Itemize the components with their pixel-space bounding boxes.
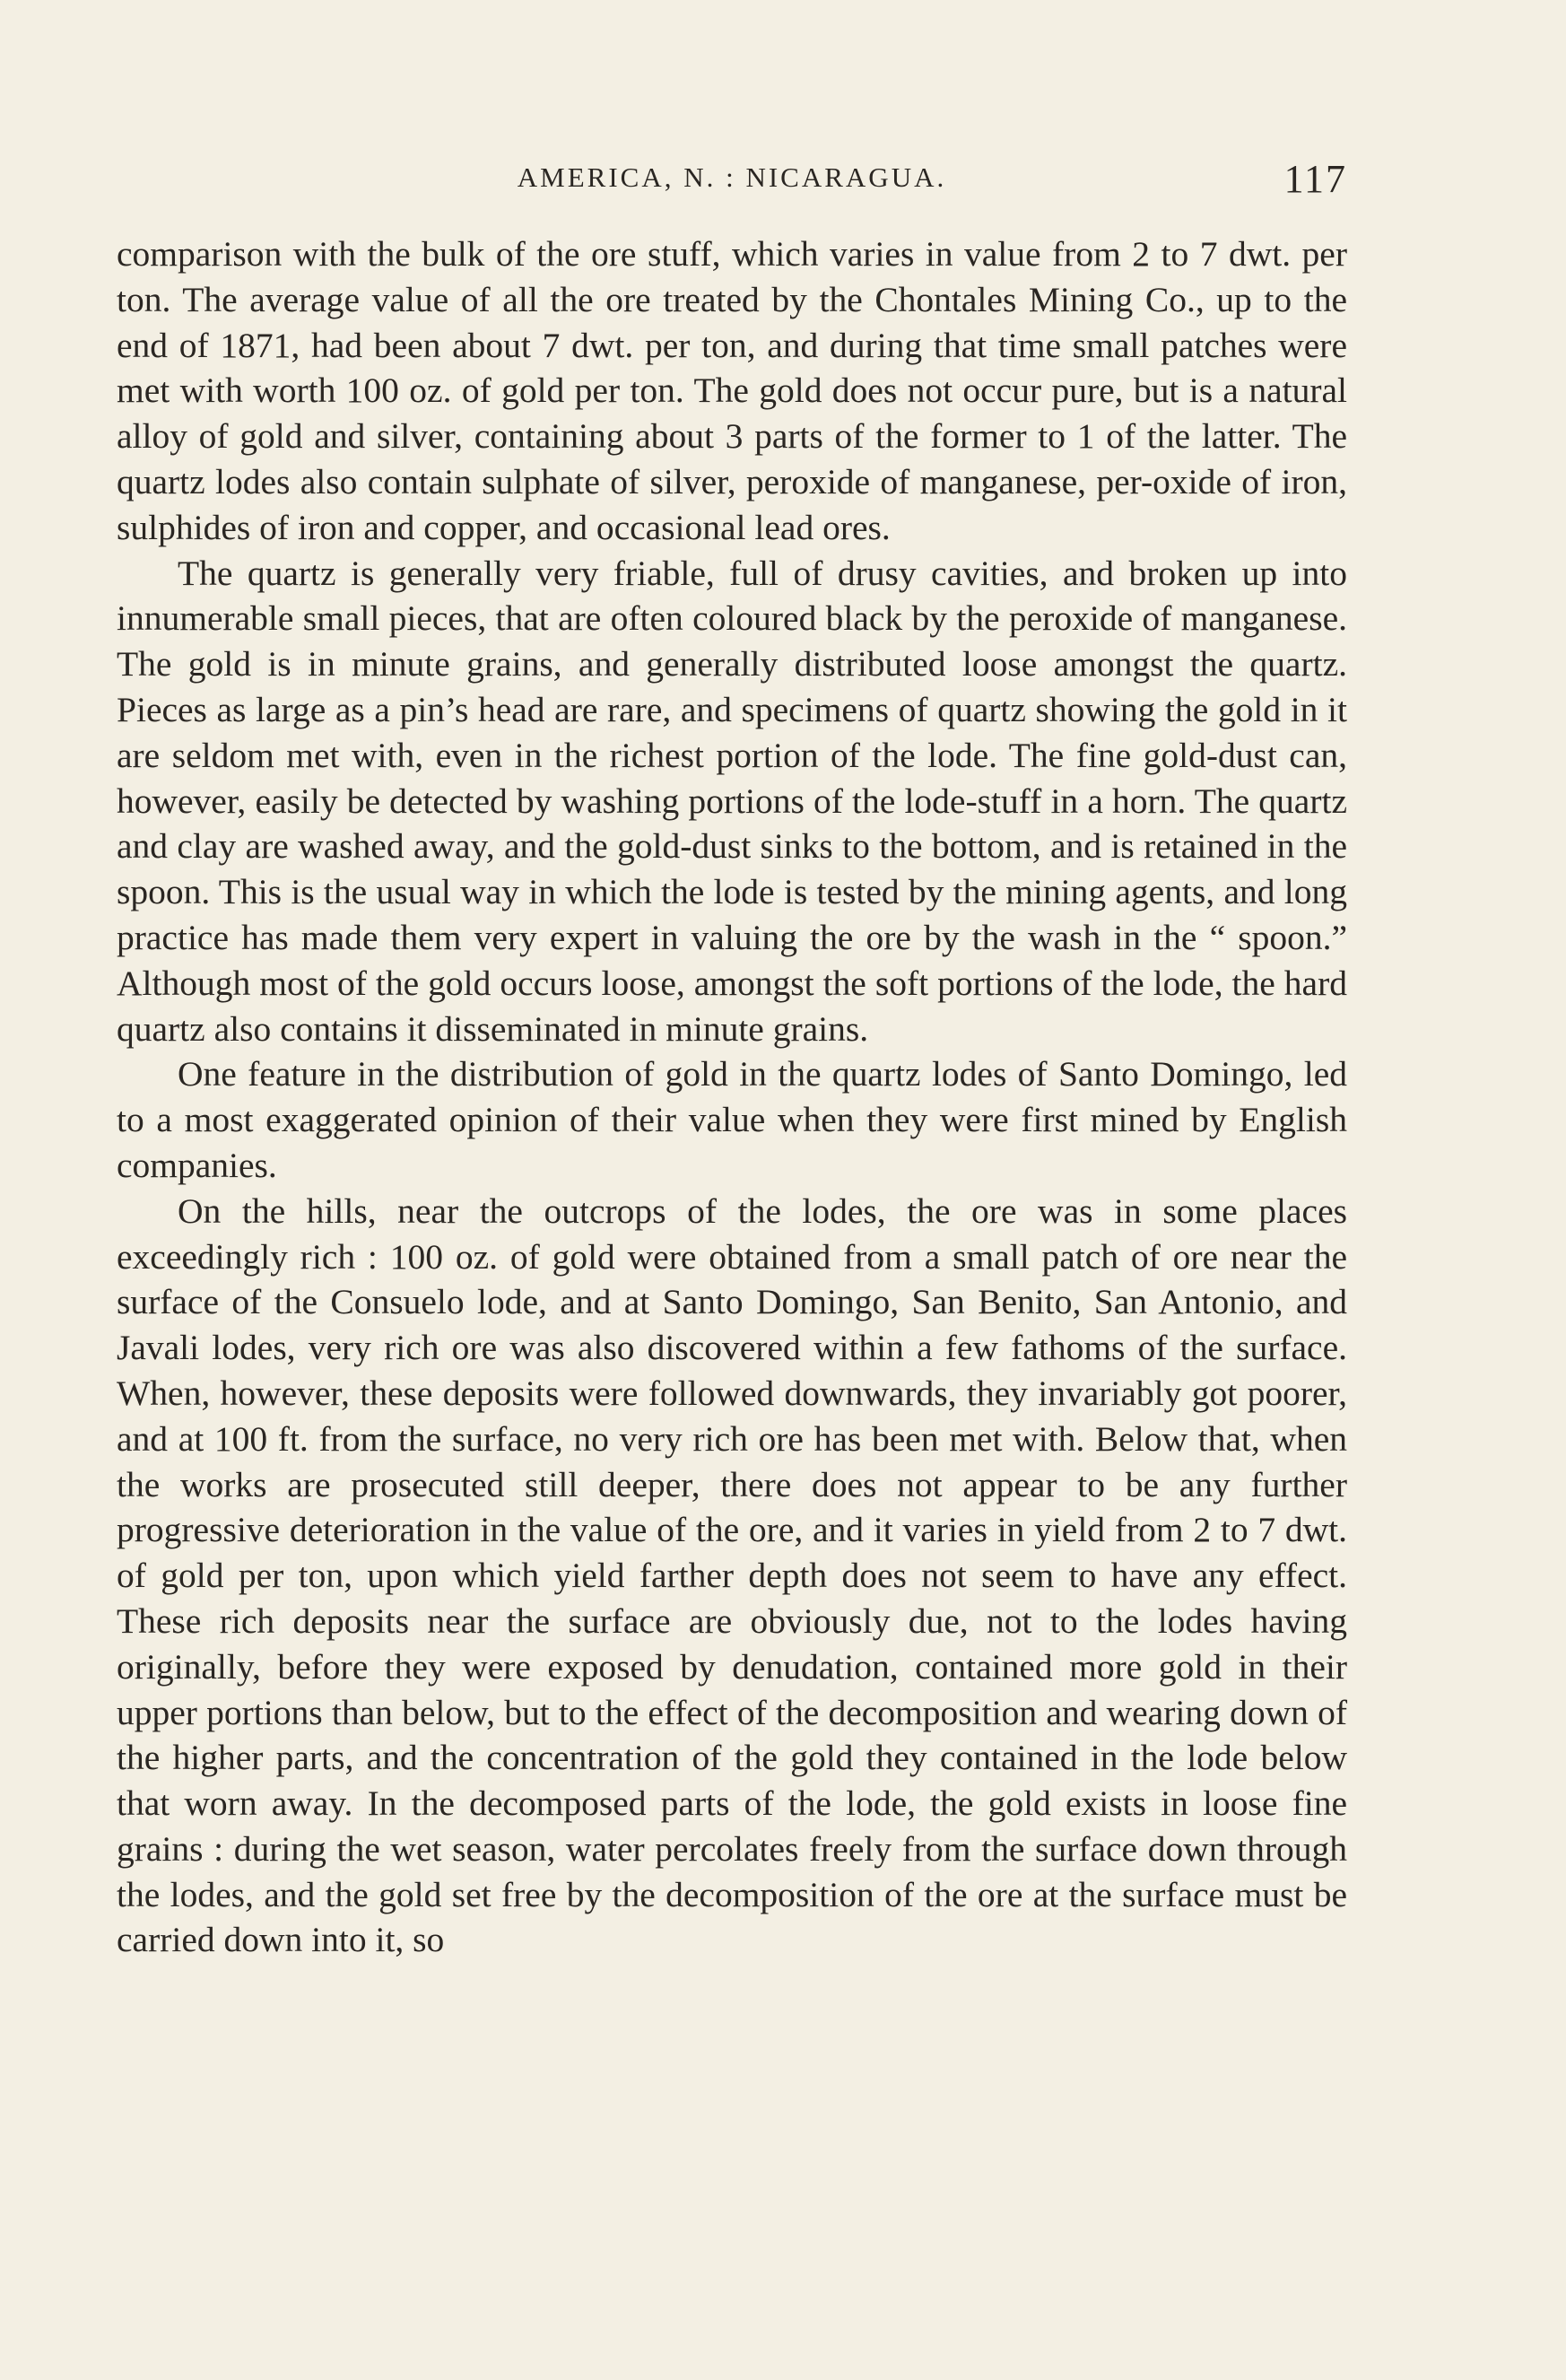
running-title: AMERICA, N. : NICARAGUA. [517,161,947,193]
page-number: 117 [1283,157,1347,201]
running-head [117,156,1347,210]
paragraph-continued: comparison with the bulk of the ore stuff, which varies in value from 2 to 7 dwt. per ton. The average value of all the ore treated by the Chontales Mining Co., up to the end of 1871, had been about 7 dwt. per ton, and during that time small patches were met with worth 100 oz. of gold per ton. The gold does not occur pure, but is a natural alloy of gold and silver, containing about 3 parts of the former to 1 of the latter. The quartz lodes also contain sulphate of silver, peroxide of manganese, per-oxide of iron, sulphides of iron and copper, and occasional lead ores. [117,234,1347,547]
paragraph: The quartz is generally very friable, full of drusy cavities, and broken up into innumerable small pieces, that are often coloured black by the peroxide of manganese. The gold is in minute grains, and generally distributed loose amongst the quartz. Pieces as large as a pin’s head are rare, and specimens of quartz showing the gold in it are seldom met with, even in the richest portion of the lode. The fine gold-dust can, however, easily be detected by washing portions of the lode-stuff in a horn. The quartz and clay are washed away, and the gold-dust sinks to the bottom, and is retained in the spoon. This is the usual way in which the lode is tested by the mining agents, and long practice has made them very expert in valuing the ore by the wash in the “ spoon.” Although most of the gold occurs loose, amongst the soft portions of the lode, the hard quartz also contains it disseminated in minute grains. [117,553,1347,1049]
paragraph: One feature in the distribution of gold in the quartz lodes of Santo Domingo, led to a most exaggerated opinion of their value when they were first mined by English companies. [117,1054,1347,1185]
body-text [117,231,1347,1963]
paragraph: On the hills, near the outcrops of the lodes, the ore was in some places exceedingly rich : 100 oz. of gold were obtained from a small patch of ore near the surface of the Consuelo lode, and at Santo Domingo, San Benito, San Antonio, and Javali lodes, very rich ore was also discovered within a few fathoms of the surface. When, however, these deposits were followed downwards, they invariably got poorer, and at 100 ft. from the surface, no very rich ore has been met with. Below that, when the works are prosecuted still deeper, there does not appear to be any further progressive deterioration in the value of the ore, and it varies in yield from 2 to 7 dwt. of gold per ton, upon which yield farther depth does not seem to have any effect. These rich deposits near the surface are obviously due, not to the lodes having originally, before they were exposed by denudation, contained more gold in their upper portions than below, but to the effect of the decomposition and wearing down of the higher parts, and the concentration of the gold they contained in the lode below that worn away. In the decomposed parts of the lode, the gold exists in loose fine grains : during the wet season, water percolates freely from the surface down through the lodes, and the gold set free by the decomposition of the ore at the surface must be carried down into it, so [117,1190,1347,1960]
